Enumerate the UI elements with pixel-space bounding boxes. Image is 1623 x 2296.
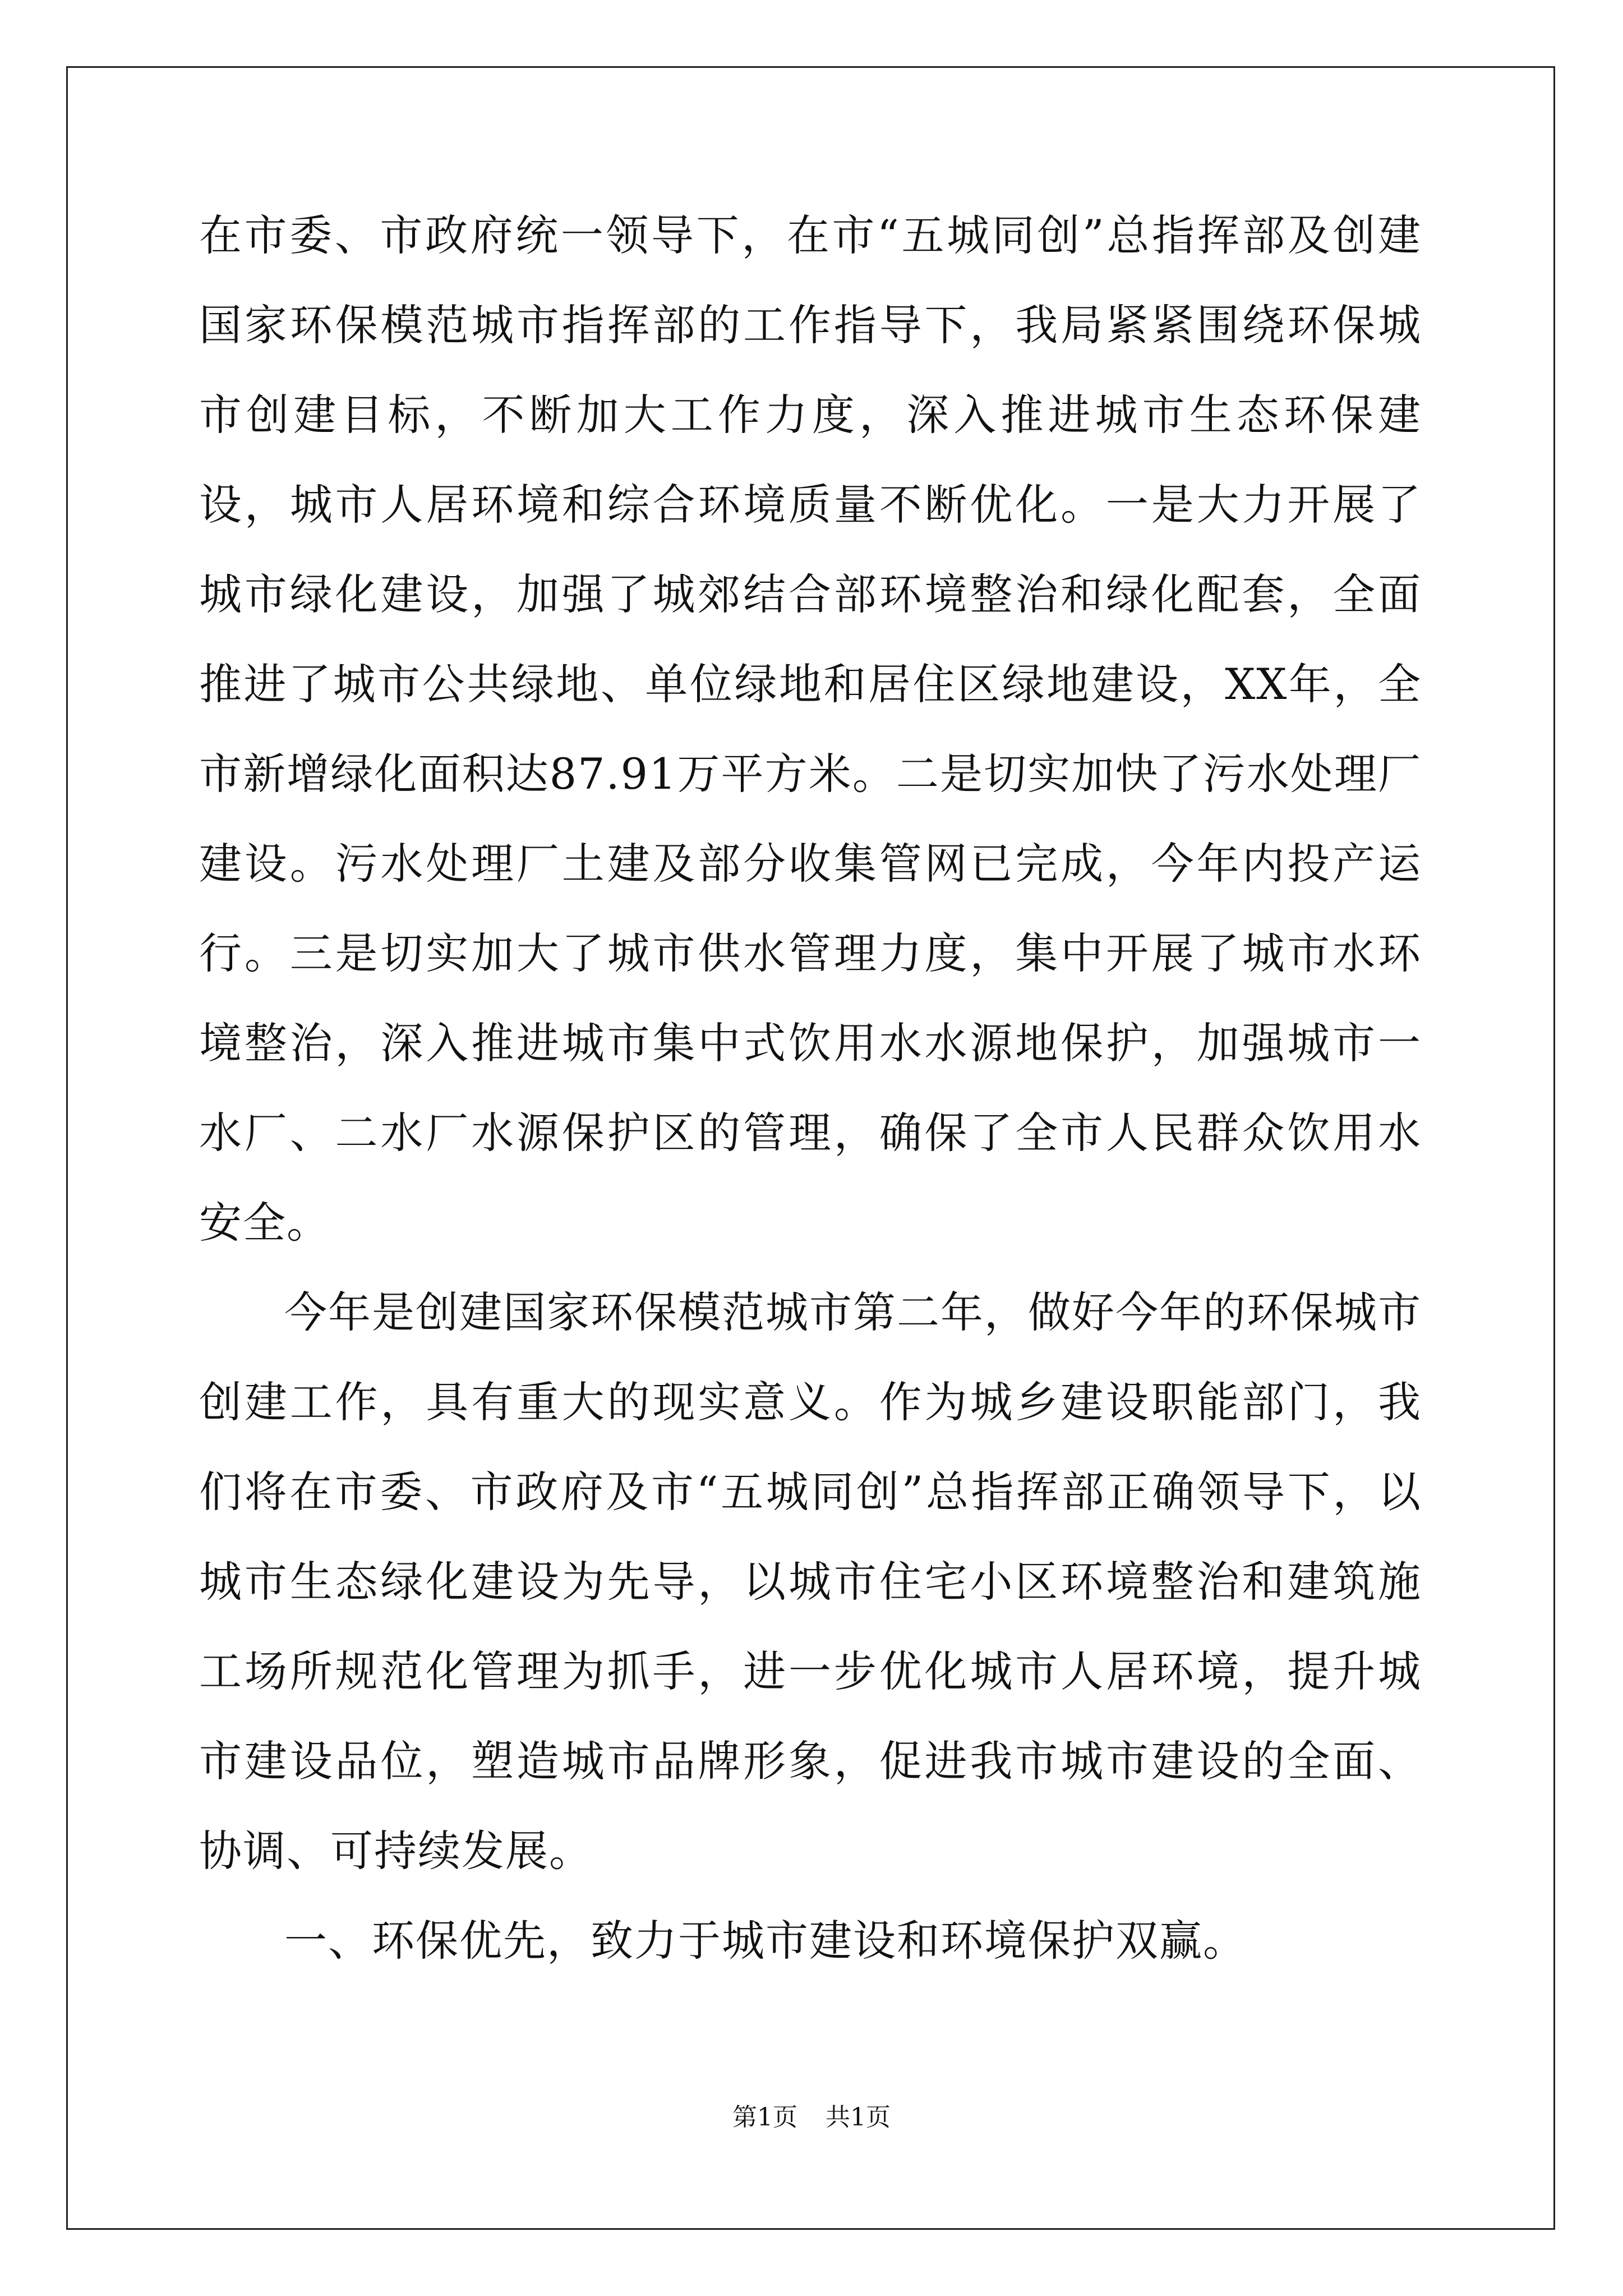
document-body: [199, 191, 1422, 1986]
paragraph-2: 今年是创建国家环保模范城市第二年，做好今年的环保城市创建工作，具有重大的现实意义。作为城乡建设职能部门，我们将在市委、市政府及市“五城同创”总指挥部正确领导下，以城市生态绿化建设为先导，以城市住宅小区环境整治和建筑施工场所规范化管理为抓手，进一步优化城市人居环境，提升城市建设品位，塑造城市品牌形象，促进我市城市建设的全面、协调、可持续发展。: [199, 1287, 1422, 1876]
paragraph-1: 在市委、市政府统一领导下，在市“五城同创”总指挥部及创建国家环保模范城市指挥部的工作指导下，我局紧紧围绕环保城市创建目标，不断加大工作力度，深入推进城市生态环保建设，城市人居环境和综合环境质量不断优化。一是大力开展了城市绿化建设，加强了城郊结合部环境整治和绿化配套，全面推进了城市公共绿地、单位绿地和居住区绿地建设，XX年，全市新增绿化面积达87.91万平方米。二是切实加快了污水处理厂建设。污水处理厂土建及部分收集管网已完成，今年内投产运行。三是切实加大了城市供水管理力度，集中开展了城市水环境整治，深入推进城市集中式饮用水水源地保护，加强城市一水厂、二水厂水源保护区的管理，确保了全市人民群众饮用水安全。: [199, 210, 1422, 1248]
page-footer: [0, 2101, 1623, 2134]
section-heading: 一、环保优先，致力于城市建设和环境保护双赢。: [284, 1916, 1247, 1966]
page-number-total: 共1页: [826, 2103, 891, 2132]
page-number-current: 第1页: [732, 2103, 797, 2132]
